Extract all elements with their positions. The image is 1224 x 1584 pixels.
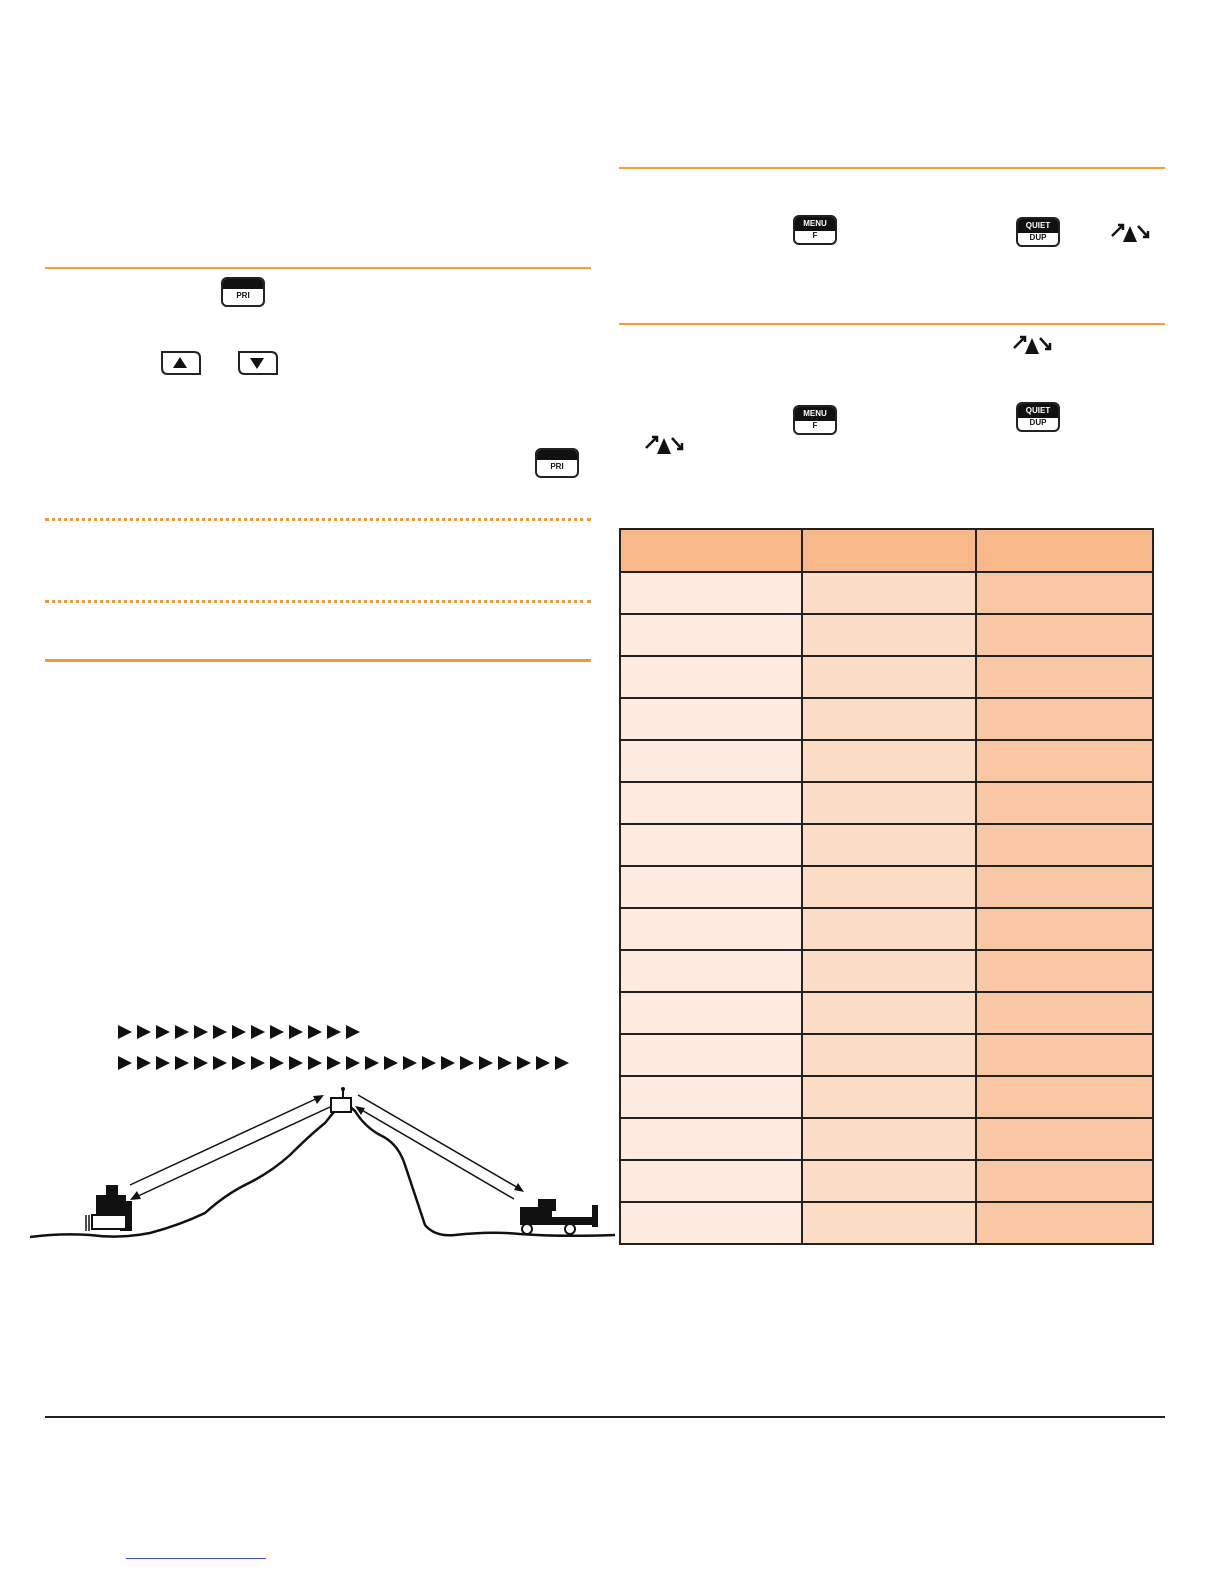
pri-key xyxy=(535,448,579,478)
table-cell xyxy=(620,950,802,992)
table-header-cell xyxy=(620,529,802,572)
table-header-cell xyxy=(976,529,1153,572)
play-triangle-icon xyxy=(346,1056,360,1070)
repeater-illustration xyxy=(30,1085,615,1245)
table-row xyxy=(620,950,1153,992)
table-cell xyxy=(976,740,1153,782)
table-row xyxy=(620,1076,1153,1118)
table-cell xyxy=(802,614,976,656)
f-key-label: F xyxy=(812,231,818,240)
table-cell xyxy=(802,908,976,950)
table-cell xyxy=(802,656,976,698)
table-cell xyxy=(620,908,802,950)
play-triangle-icon xyxy=(118,1056,132,1070)
pri-key xyxy=(221,277,265,307)
quiet-dup-key xyxy=(1016,217,1060,247)
play-triangle-icon xyxy=(194,1025,208,1039)
play-triangle-icon xyxy=(156,1025,170,1039)
play-triangle-icon xyxy=(232,1025,246,1039)
play-triangle-icon xyxy=(251,1056,265,1070)
play-triangle-icon xyxy=(479,1056,493,1070)
table-cell xyxy=(620,1202,802,1244)
play-triangle-icon xyxy=(175,1056,189,1070)
quiet-key-label: QUIET xyxy=(1018,219,1058,233)
play-triangle-icon xyxy=(232,1056,246,1070)
table-cell xyxy=(976,1202,1153,1244)
table-cell xyxy=(976,866,1153,908)
table-cell xyxy=(976,614,1153,656)
section-rule xyxy=(619,323,1165,325)
play-triangle-icon xyxy=(365,1056,379,1070)
table-row xyxy=(620,572,1153,614)
table-cell xyxy=(620,614,802,656)
quiet-dup-key xyxy=(1016,402,1060,432)
pri-key-label: PRI xyxy=(550,462,564,471)
table-cell xyxy=(620,992,802,1034)
table-cell xyxy=(976,1034,1153,1076)
down-arrow-icon xyxy=(235,348,279,378)
table-row xyxy=(620,614,1153,656)
table-cell xyxy=(620,572,802,614)
play-triangle-icon xyxy=(308,1025,322,1039)
table-cell xyxy=(620,782,802,824)
play-triangle-icon xyxy=(536,1056,550,1070)
table-cell xyxy=(802,992,976,1034)
play-triangle-icon xyxy=(118,1025,132,1039)
play-triangle-icon xyxy=(327,1025,341,1039)
play-triangle-icon xyxy=(441,1056,455,1070)
dup-key-label: DUP xyxy=(1029,418,1047,427)
up-arrow-icon xyxy=(158,348,202,378)
table-cell xyxy=(976,992,1153,1034)
footer-rule xyxy=(45,1416,1165,1418)
table-cell xyxy=(976,1160,1153,1202)
play-triangle-icon xyxy=(175,1025,189,1039)
play-triangle-icon xyxy=(137,1056,151,1070)
table-cell xyxy=(976,908,1153,950)
table-cell xyxy=(620,1076,802,1118)
table-cell xyxy=(620,1034,802,1076)
table-header-row xyxy=(620,529,1153,572)
table-row xyxy=(620,698,1153,740)
table-cell xyxy=(802,740,976,782)
table-cell xyxy=(802,1076,976,1118)
signal-triangle-row xyxy=(118,1025,360,1039)
table-cell xyxy=(802,782,976,824)
table-row xyxy=(620,908,1153,950)
table-row xyxy=(620,1118,1153,1160)
menu-f-key xyxy=(793,215,837,245)
dup-key-label: DUP xyxy=(1029,233,1047,242)
table-row xyxy=(620,1034,1153,1076)
note-rule-top xyxy=(45,518,591,521)
table-cell xyxy=(976,656,1153,698)
table-cell xyxy=(976,698,1153,740)
table-row xyxy=(620,824,1153,866)
play-triangle-icon xyxy=(403,1056,417,1070)
play-triangle-icon xyxy=(555,1056,569,1070)
section-rule xyxy=(45,267,591,269)
table-cell xyxy=(976,1076,1153,1118)
table-cell xyxy=(976,1118,1153,1160)
table-cell xyxy=(802,824,976,866)
table-cell xyxy=(976,782,1153,824)
menu-key-label: MENU xyxy=(795,217,835,231)
table-cell xyxy=(802,1118,976,1160)
table-cell xyxy=(620,1118,802,1160)
footer-link-underline xyxy=(126,1558,266,1559)
menu-key-label: MENU xyxy=(795,407,835,421)
table-cell xyxy=(802,572,976,614)
play-triangle-icon xyxy=(213,1056,227,1070)
table-row xyxy=(620,656,1153,698)
table-row xyxy=(620,1160,1153,1202)
menu-f-key xyxy=(793,405,837,435)
play-triangle-icon xyxy=(156,1056,170,1070)
play-triangle-icon xyxy=(137,1025,151,1039)
play-triangle-icon xyxy=(346,1025,360,1039)
play-triangle-icon xyxy=(289,1025,303,1039)
table-cell xyxy=(802,1160,976,1202)
section-rule xyxy=(45,659,591,662)
table-cell xyxy=(620,824,802,866)
table-cell xyxy=(620,656,802,698)
pri-key-label: PRI xyxy=(236,291,250,300)
table-cell xyxy=(976,824,1153,866)
play-triangle-icon xyxy=(213,1025,227,1039)
table-cell xyxy=(802,866,976,908)
quiet-key-label: QUIET xyxy=(1018,404,1058,418)
table-cell xyxy=(620,698,802,740)
play-triangle-icon xyxy=(251,1025,265,1039)
signal-triangle-row xyxy=(118,1056,569,1070)
play-triangle-icon xyxy=(498,1056,512,1070)
table-cell xyxy=(620,1160,802,1202)
table-header-cell xyxy=(802,529,976,572)
table-row xyxy=(620,1202,1153,1244)
repeater-icon xyxy=(1012,334,1052,358)
play-triangle-icon xyxy=(460,1056,474,1070)
note-rule-bottom xyxy=(45,600,591,603)
play-triangle-icon xyxy=(308,1056,322,1070)
table-cell xyxy=(976,572,1153,614)
table-row xyxy=(620,740,1153,782)
repeater-icon xyxy=(644,434,684,458)
play-triangle-icon xyxy=(289,1056,303,1070)
play-triangle-icon xyxy=(422,1056,436,1070)
table-cell xyxy=(620,866,802,908)
play-triangle-icon xyxy=(270,1056,284,1070)
table-cell xyxy=(976,950,1153,992)
table-cell xyxy=(802,950,976,992)
play-triangle-icon xyxy=(327,1056,341,1070)
table-cell xyxy=(802,1202,976,1244)
table-cell xyxy=(802,1034,976,1076)
section-rule xyxy=(619,167,1165,169)
play-triangle-icon xyxy=(270,1025,284,1039)
play-triangle-icon xyxy=(517,1056,531,1070)
repeater-icon xyxy=(1110,222,1150,246)
f-key-label: F xyxy=(812,421,818,430)
play-triangle-icon xyxy=(194,1056,208,1070)
table-cell xyxy=(802,698,976,740)
table-cell xyxy=(620,740,802,782)
frequency-table xyxy=(619,528,1154,1245)
table-row xyxy=(620,866,1153,908)
table-row xyxy=(620,992,1153,1034)
play-triangle-icon xyxy=(384,1056,398,1070)
table-row xyxy=(620,782,1153,824)
